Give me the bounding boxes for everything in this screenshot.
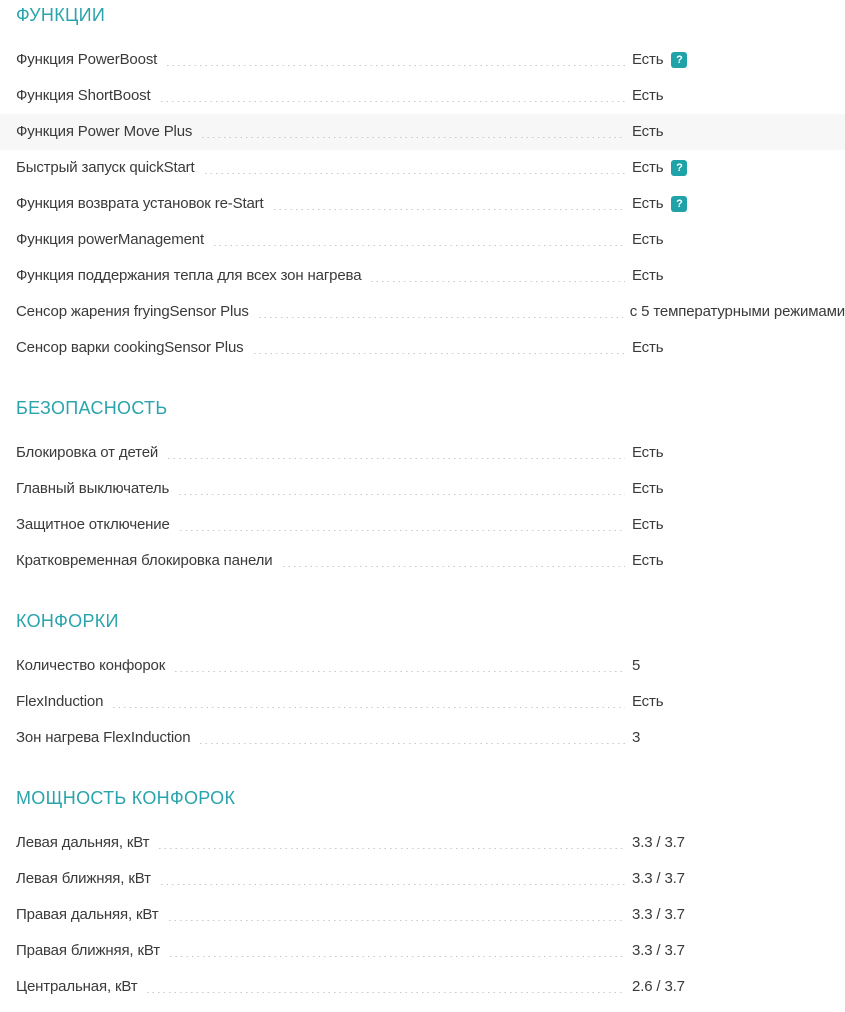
- spec-label: Защитное отключение: [16, 516, 170, 533]
- spec-value-text: Есть: [632, 693, 664, 710]
- spec-value: [632, 657, 845, 675]
- spec-row: [0, 825, 845, 861]
- help-icon[interactable]: ?: [671, 160, 687, 176]
- spec-label: Функция ShortBoost: [16, 87, 151, 104]
- spec-label: Правая дальняя, кВт: [16, 906, 159, 923]
- spec-value: [632, 906, 845, 924]
- spec-section: [0, 610, 845, 756]
- spec-value: [632, 87, 845, 105]
- spec-row: [0, 648, 845, 684]
- dotted-leader: [254, 353, 626, 354]
- dotted-leader: [200, 743, 625, 744]
- spec-row: [0, 330, 845, 366]
- spec-value-text: Есть: [632, 444, 664, 461]
- spec-row: [0, 435, 845, 471]
- spec-label: FlexInduction: [16, 693, 104, 710]
- spec-value: [632, 159, 845, 177]
- spec-row: [0, 861, 845, 897]
- spec-label: Количество конфорок: [16, 657, 166, 674]
- spec-value: [632, 870, 845, 888]
- spec-row: [0, 507, 845, 543]
- spec-value: [630, 303, 845, 321]
- spec-row: [0, 222, 845, 258]
- spec-value-text: Есть: [632, 516, 664, 533]
- spec-row: [0, 933, 845, 969]
- section-title: ФУНКЦИИ: [16, 5, 106, 25]
- spec-label: Функция поддержания тепла для всех зон нагрева: [16, 267, 362, 284]
- dotted-leader: [214, 245, 625, 246]
- spec-label: Левая ближняя, кВт: [16, 870, 151, 887]
- spec-value-text: 3.3 / 3.7: [632, 870, 685, 887]
- spec-section: [0, 787, 845, 1005]
- spec-value: [632, 444, 845, 462]
- spec-row: [0, 150, 845, 186]
- dotted-leader: [180, 530, 625, 531]
- spec-label: Функция возврата установок re-Start: [16, 195, 264, 212]
- section-rows: [0, 648, 845, 756]
- spec-label: Левая дальняя, кВт: [16, 834, 150, 851]
- spec-value-text: Есть: [632, 123, 664, 140]
- spec-row: [0, 42, 845, 78]
- dotted-leader: [161, 101, 625, 102]
- help-icon[interactable]: ?: [671, 52, 687, 68]
- spec-value-text: 3.3 / 3.7: [632, 834, 685, 851]
- spec-value: [632, 231, 845, 249]
- spec-label: Главный выключатель: [16, 480, 170, 497]
- section-rows: [0, 42, 845, 366]
- spec-label: Центральная, кВт: [16, 978, 138, 995]
- spec-value: [632, 693, 845, 711]
- help-icon[interactable]: ?: [671, 196, 687, 212]
- spec-value-text: Есть: [632, 480, 664, 497]
- spec-value-text: Есть: [632, 339, 664, 356]
- dotted-leader: [202, 137, 625, 138]
- spec-row: [0, 258, 845, 294]
- spec-label: Быстрый запуск quickStart: [16, 159, 195, 176]
- spec-value: [632, 123, 845, 141]
- spec-value-text: 3.3 / 3.7: [632, 906, 685, 923]
- spec-label: Функция Power Move Plus: [16, 123, 193, 140]
- dotted-leader: [147, 992, 625, 993]
- spec-value: [632, 480, 845, 498]
- spec-row: [0, 543, 845, 579]
- spec-row: [0, 78, 845, 114]
- spec-row: [0, 186, 845, 222]
- spec-row: [0, 969, 845, 1005]
- spec-label: Сенсор варки cookingSensor Plus: [16, 339, 244, 356]
- spec-value-text: с 5 температурными режимами: [629, 303, 845, 320]
- dotted-leader: [113, 707, 625, 708]
- spec-value-text: Есть: [632, 267, 664, 284]
- spec-row: [0, 114, 845, 150]
- dotted-leader: [161, 884, 625, 885]
- dotted-leader: [170, 956, 625, 957]
- spec-value-text: Есть: [632, 231, 664, 248]
- spec-label: Блокировка от детей: [16, 444, 159, 461]
- dotted-leader: [371, 281, 625, 282]
- section-rows: [0, 825, 845, 1005]
- spec-section: [0, 397, 845, 579]
- section-title: БЕЗОПАСНОСТЬ: [16, 398, 168, 418]
- spec-value: [632, 195, 845, 213]
- spec-row: [0, 897, 845, 933]
- spec-row: [0, 720, 845, 756]
- spec-value-text: 3: [632, 729, 641, 746]
- spec-value: [632, 339, 845, 357]
- dotted-leader: [168, 458, 625, 459]
- section-rows: [0, 435, 845, 579]
- spec-value-text: Есть: [632, 51, 664, 68]
- spec-value: [632, 942, 845, 960]
- dotted-leader: [259, 317, 623, 318]
- section-title: МОЩНОСТЬ КОНФОРОК: [16, 788, 236, 808]
- spec-value: [632, 267, 845, 285]
- spec-value-text: Есть: [632, 159, 664, 176]
- dotted-leader: [274, 209, 625, 210]
- spec-label: Зон нагрева FlexInduction: [16, 729, 191, 746]
- dotted-leader: [169, 920, 625, 921]
- spec-label: Правая ближняя, кВт: [16, 942, 160, 959]
- spec-label: Кратковременная блокировка панели: [16, 552, 273, 569]
- spec-value: [632, 51, 845, 69]
- dotted-leader: [283, 566, 626, 567]
- spec-label: Функция powerManagement: [16, 231, 204, 248]
- spec-row: [0, 294, 845, 330]
- spec-value: [632, 978, 845, 996]
- dotted-leader: [167, 65, 625, 66]
- spec-value-text: Есть: [632, 195, 664, 212]
- section-title: КОНФОРКИ: [16, 611, 119, 631]
- spec-value: [632, 552, 845, 570]
- spec-row: [0, 471, 845, 507]
- spec-value-text: 2.6 / 3.7: [632, 978, 685, 995]
- spec-section: [0, 4, 845, 366]
- spec-value-text: Есть: [632, 87, 664, 104]
- spec-value: [632, 729, 845, 747]
- spec-label: Сенсор жарения fryingSensor Plus: [16, 303, 249, 320]
- spec-value: [632, 834, 845, 852]
- spec-value: [632, 516, 845, 534]
- dotted-leader: [159, 848, 625, 849]
- dotted-leader: [179, 494, 625, 495]
- spec-value-text: 3.3 / 3.7: [632, 942, 685, 959]
- spec-row: [0, 684, 845, 720]
- product-specs: [0, 4, 845, 1005]
- dotted-leader: [175, 671, 625, 672]
- spec-value-text: 5: [632, 657, 641, 674]
- spec-value-text: Есть: [632, 552, 664, 569]
- spec-label: Функция PowerBoost: [16, 51, 158, 68]
- dotted-leader: [205, 173, 625, 174]
